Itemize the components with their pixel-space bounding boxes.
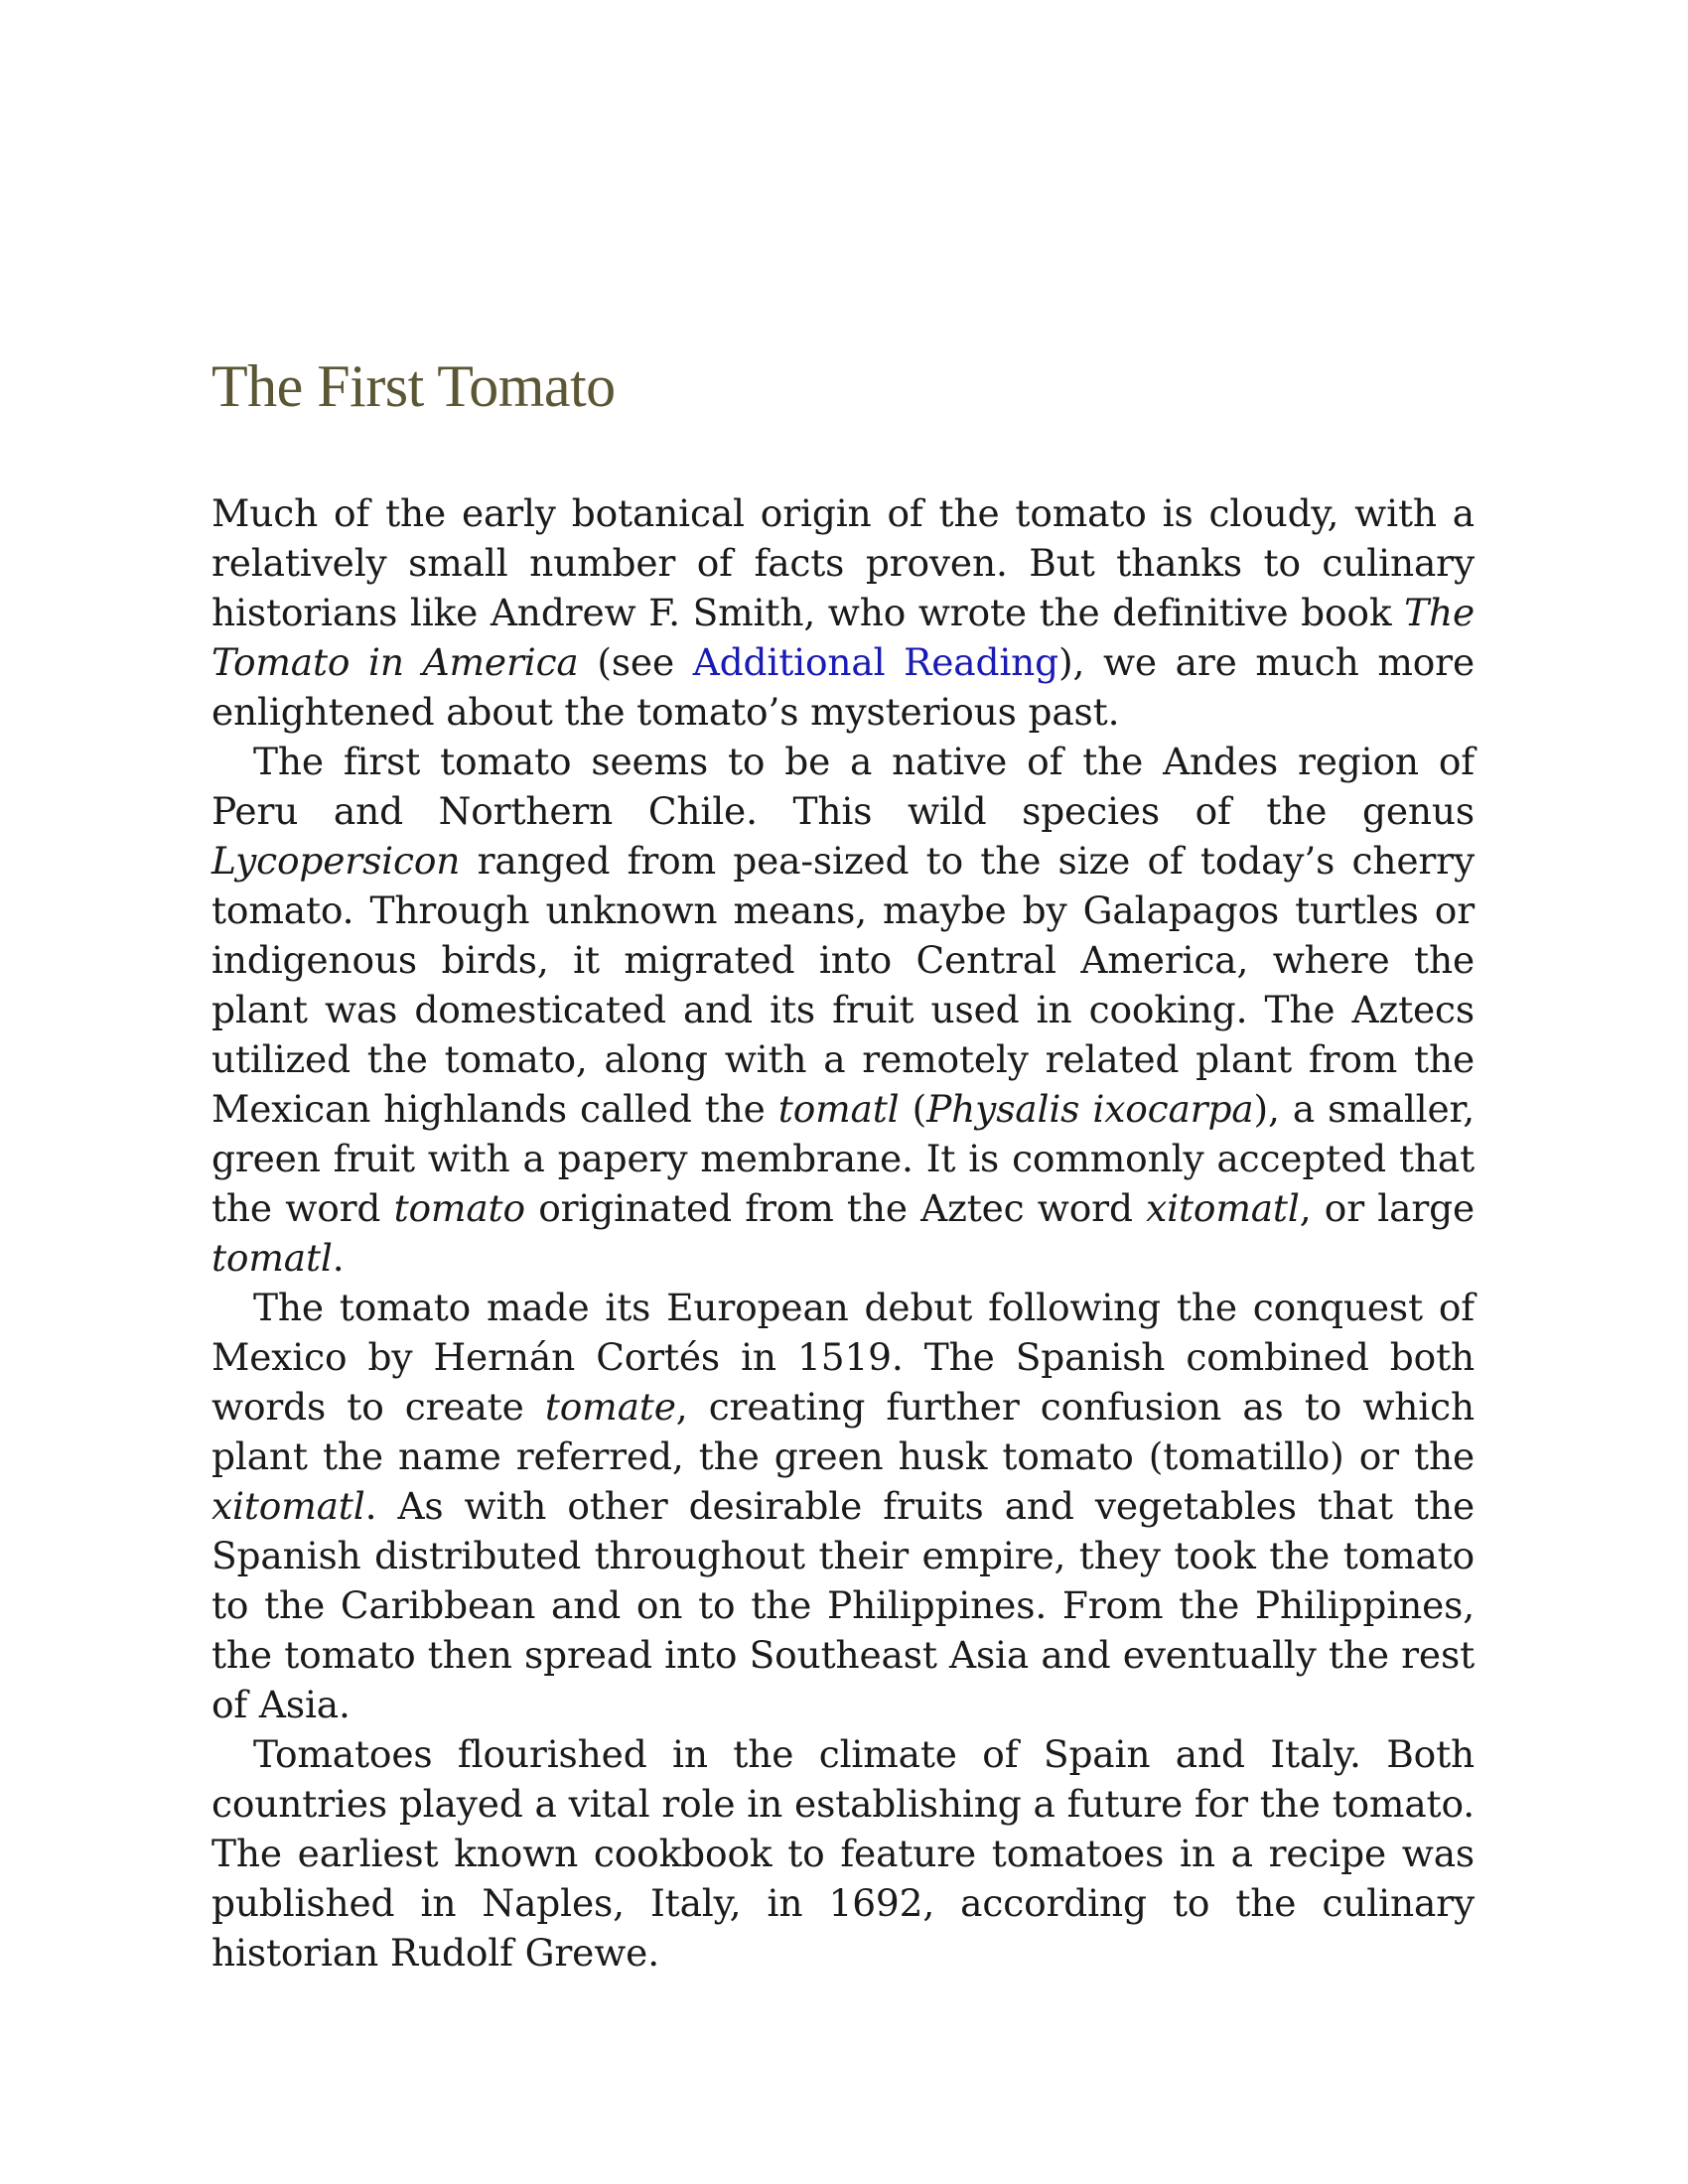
- body-text: [211, 488, 1475, 1978]
- paragraph-3: [211, 1283, 1475, 1729]
- italic-term: Lycopersicon: [211, 839, 461, 883]
- paragraph-4: [211, 1729, 1475, 1978]
- italic-term: tomatl: [777, 1087, 900, 1131]
- text-run: , or large: [1299, 1186, 1475, 1230]
- italic-term: xitomatl: [211, 1484, 365, 1528]
- italic-term: tomate: [544, 1385, 676, 1429]
- text-run: Much of the early botanical origin of the tomato is cloudy, with a relatively small number of facts proven. But thanks to culinary historians like Andrew F. Smith, who wrote the definitive book: [211, 491, 1475, 634]
- italic-term: tomatl: [211, 1236, 333, 1280]
- italic-term: Physalis ixocarpa: [926, 1087, 1254, 1131]
- text-run: ), we are much more enlightened about the tomato’s mysterious past.: [211, 640, 1475, 734]
- text-run: (see: [578, 640, 693, 684]
- text-run: ranged from pea-sized to the size of today’s cherry tomato. Through unknown means, maybe by Galapagos turtles or indigenous birds, it migrated into Central America, where the plant was domesticated and its fruit used in cooking. The Aztecs utilized the tomato, along with a remotely related plant from the Mexican highlands called the: [211, 839, 1475, 1131]
- text-run: . As with other desirable fruits and vegetables that the Spanish distributed throughout their empire, they took the tomato to the Caribbean and on to the Philippines. From the Philippines, the tomato then spread into Southeast Asia and eventually the rest of Asia.: [211, 1484, 1475, 1726]
- text-run: originated from the Aztec word: [524, 1186, 1147, 1230]
- chapter-title: The First Tomato: [211, 353, 616, 419]
- additional-reading-link[interactable]: Additional Reading: [692, 640, 1059, 684]
- paragraph-1: [211, 488, 1475, 737]
- text-run: Tomatoes flourished in the climate of Spain and Italy. Both countries played a vital role in establishing a future for the tomato. The earliest known cookbook to feature tomatoes in a recipe was published in Naples, Italy, in 1692, according to the culinary historian Rudolf Grewe.: [211, 1732, 1475, 1975]
- italic-term: xitomatl: [1146, 1186, 1300, 1230]
- text-run: The tomato made its European debut following the conquest of Mexico by Hernán Cortés in 1519. The Spanish combined both words to create: [211, 1286, 1475, 1429]
- text-run: , creating further confusion as to which plant the name referred, the green husk tomato (tomatillo) or the: [211, 1385, 1475, 1478]
- paragraph-2: [211, 737, 1475, 1283]
- italic-term: tomato: [393, 1186, 525, 1230]
- text-run: ), a smaller, green fruit with a papery membrane. It is commonly accepted that the word: [211, 1087, 1475, 1230]
- book-title-italic: The Tomato in America: [211, 591, 1475, 684]
- text-run: The first tomato seems to be a native of the Andes region of Peru and Northern Chile. This wild species of the genus: [211, 740, 1475, 833]
- text-run: (: [899, 1087, 927, 1131]
- text-run: .: [332, 1236, 345, 1280]
